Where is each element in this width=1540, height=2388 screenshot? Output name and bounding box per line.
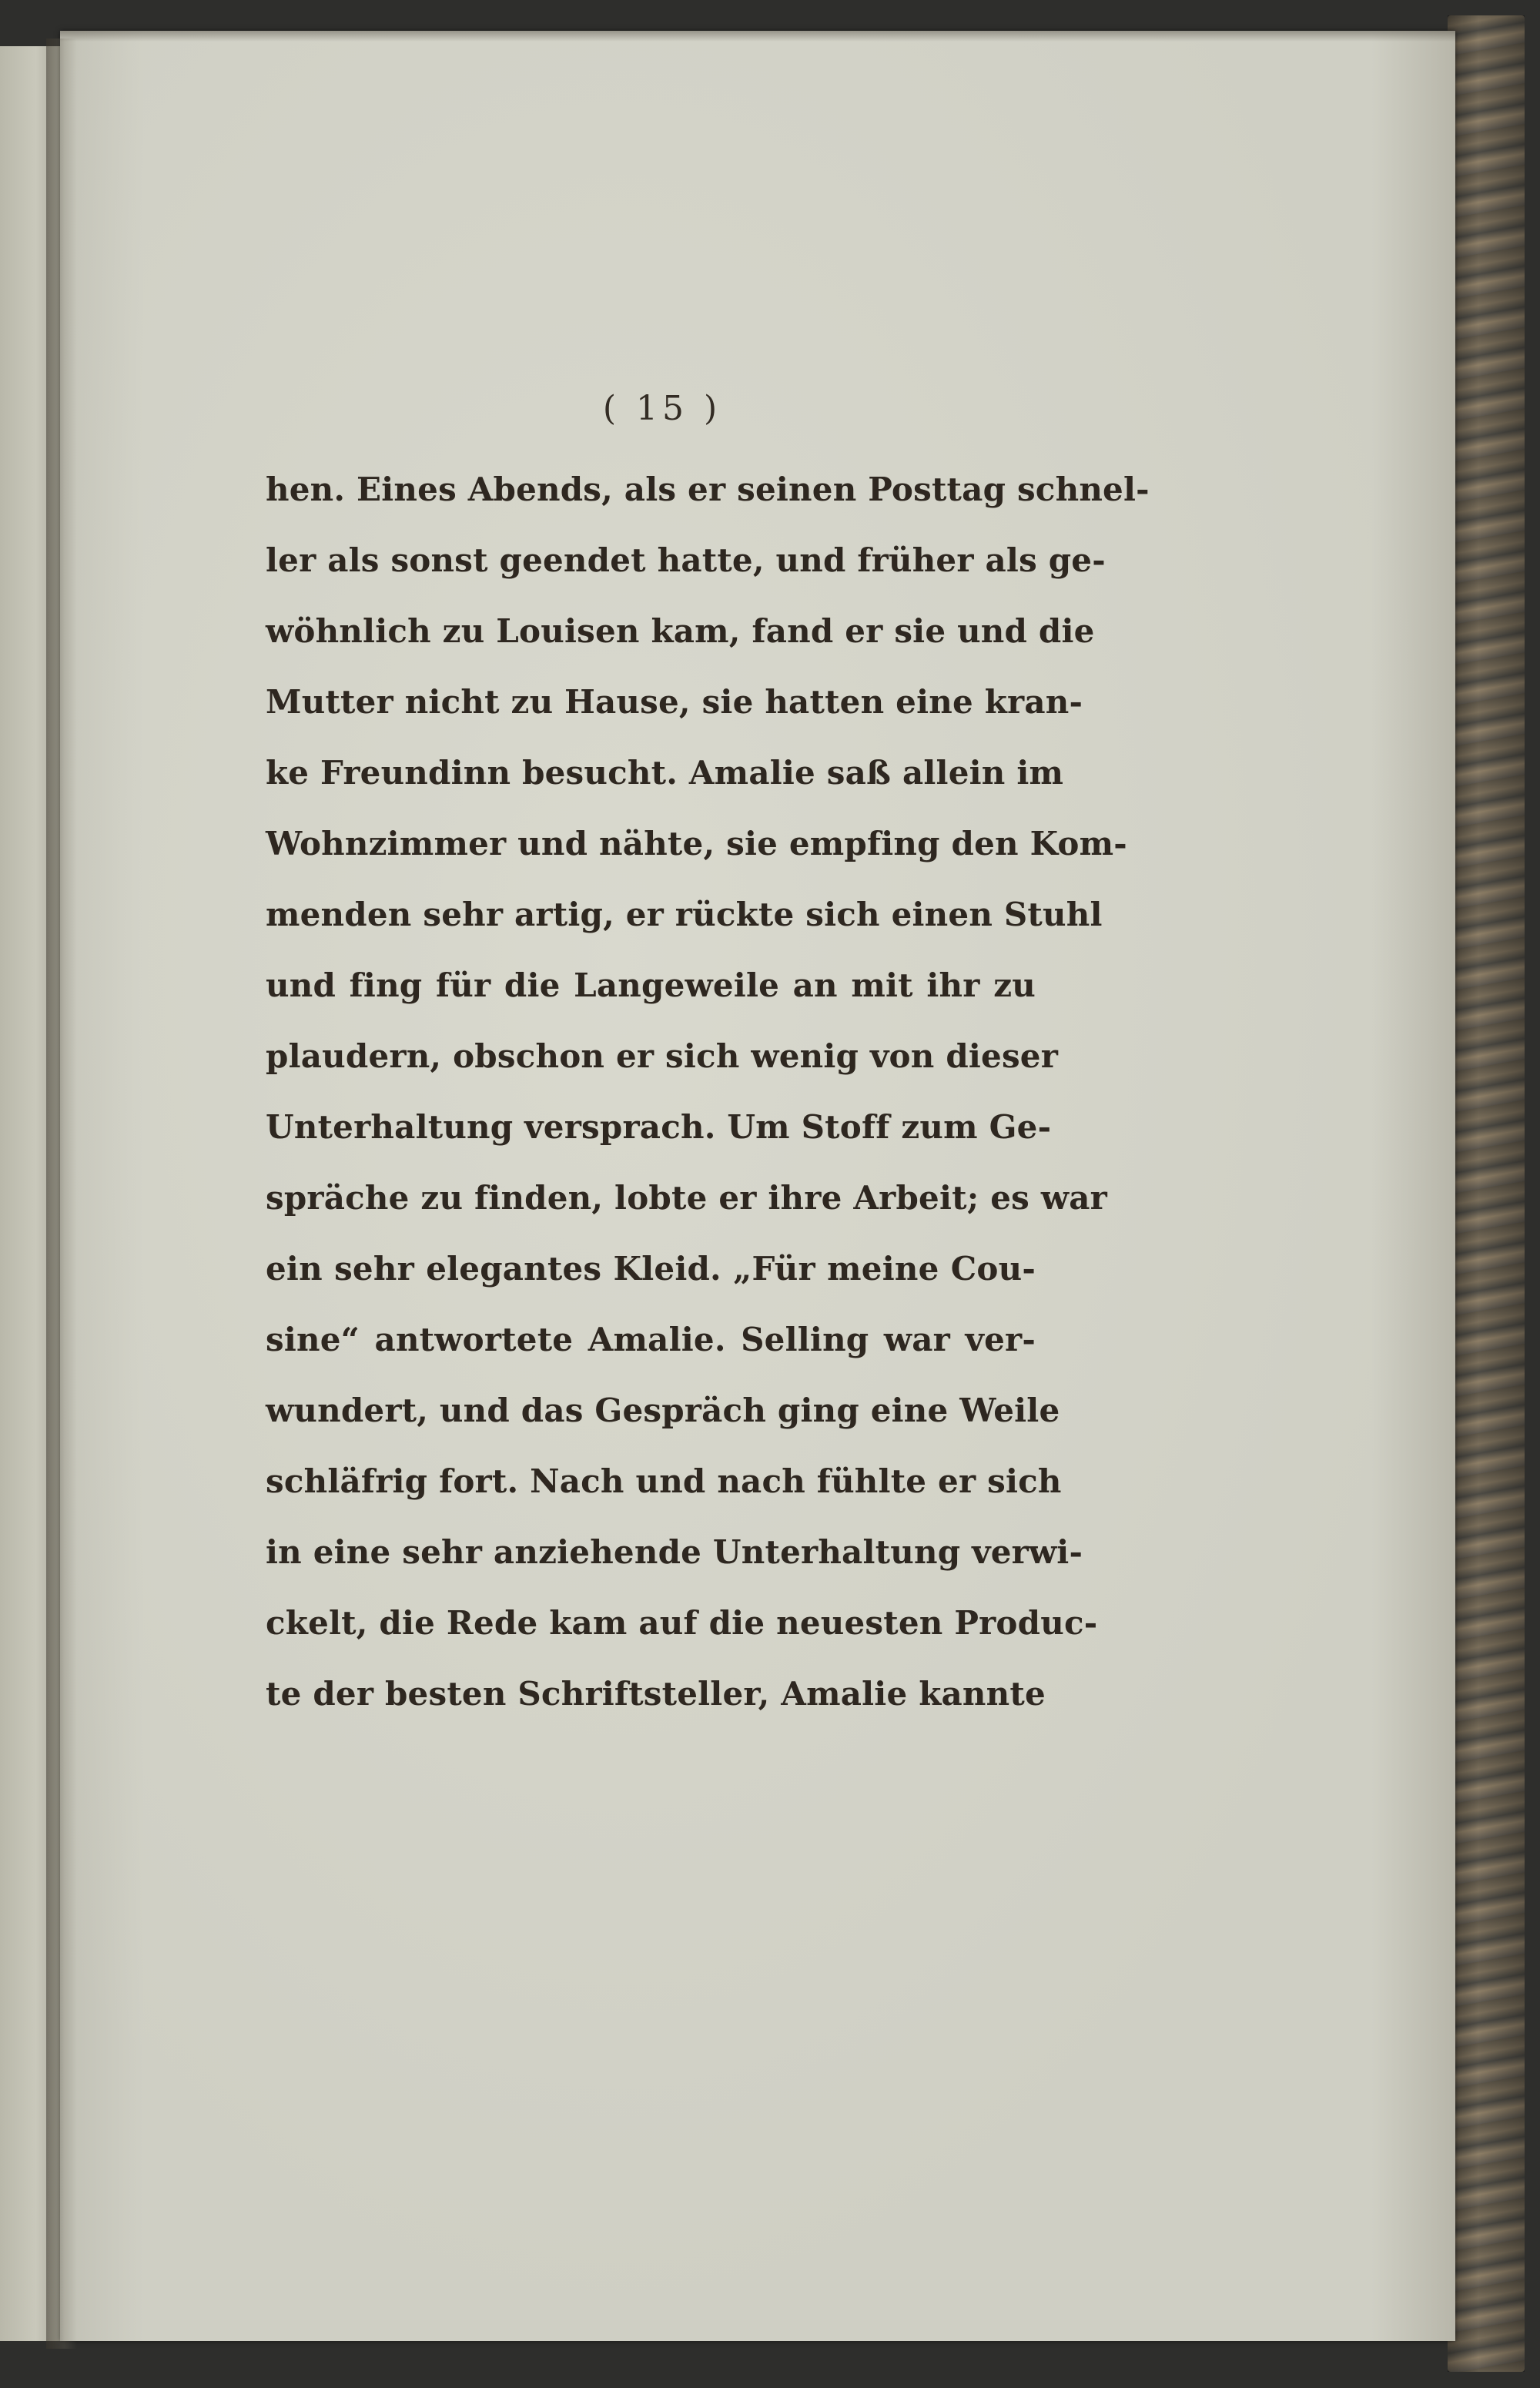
- text-line: hen. Eines Abends, als er seinen Posttag schnel-: [266, 471, 1150, 508]
- body-text: [266, 454, 1150, 1730]
- text-line: sine“ antwortete Amalie. Selling war ver-: [266, 1321, 1036, 1358]
- text-line: ein sehr elegantes Kleid. „Für meine Cou-: [266, 1250, 1036, 1288]
- page-number-header: ( 15 ): [602, 389, 722, 428]
- text-line: ckelt, die Rede kam auf die neuesten Produc-: [266, 1604, 1098, 1642]
- text-line: Wohnzimmer und nähte, sie empfing den Kom-: [266, 825, 1127, 862]
- text-line: in eine sehr anziehende Unterhaltung verwi-: [266, 1533, 1083, 1571]
- text-line: schläfrig fort. Nach und nach fühlte er sich: [266, 1462, 1062, 1500]
- text-line: wundert, und das Gespräch ging eine Weile: [266, 1392, 1060, 1429]
- text-line: te der besten Schriftsteller, Amalie kannte: [266, 1675, 1046, 1713]
- text-line: und fing für die Langeweile an mit ihr zu: [266, 966, 1036, 1004]
- text-line: Unterhaltung versprach. Um Stoff zum Ge-: [266, 1108, 1052, 1146]
- text-line: menden sehr artig, er rückte sich einen Stuhl: [266, 896, 1103, 933]
- book-gutter: [46, 39, 77, 2349]
- text-line: wöhnlich zu Louisen kam, fand er sie und die: [266, 612, 1095, 650]
- text-line: ke Freundinn besucht. Amalie saß allein im: [266, 754, 1064, 792]
- text-line: plaudern, obschon er sich wenig von dieser: [266, 1037, 1059, 1075]
- text-line: spräche zu finden, lobte er ihre Arbeit; es war: [266, 1179, 1107, 1217]
- marbled-cover-edge: [1448, 15, 1525, 2372]
- text-line: Mutter nicht zu Hause, sie hatten eine kran-: [266, 683, 1083, 721]
- page-top-shadow: [60, 31, 1455, 42]
- text-line: ler als sonst geendet hatte, und früher als ge-: [266, 541, 1106, 579]
